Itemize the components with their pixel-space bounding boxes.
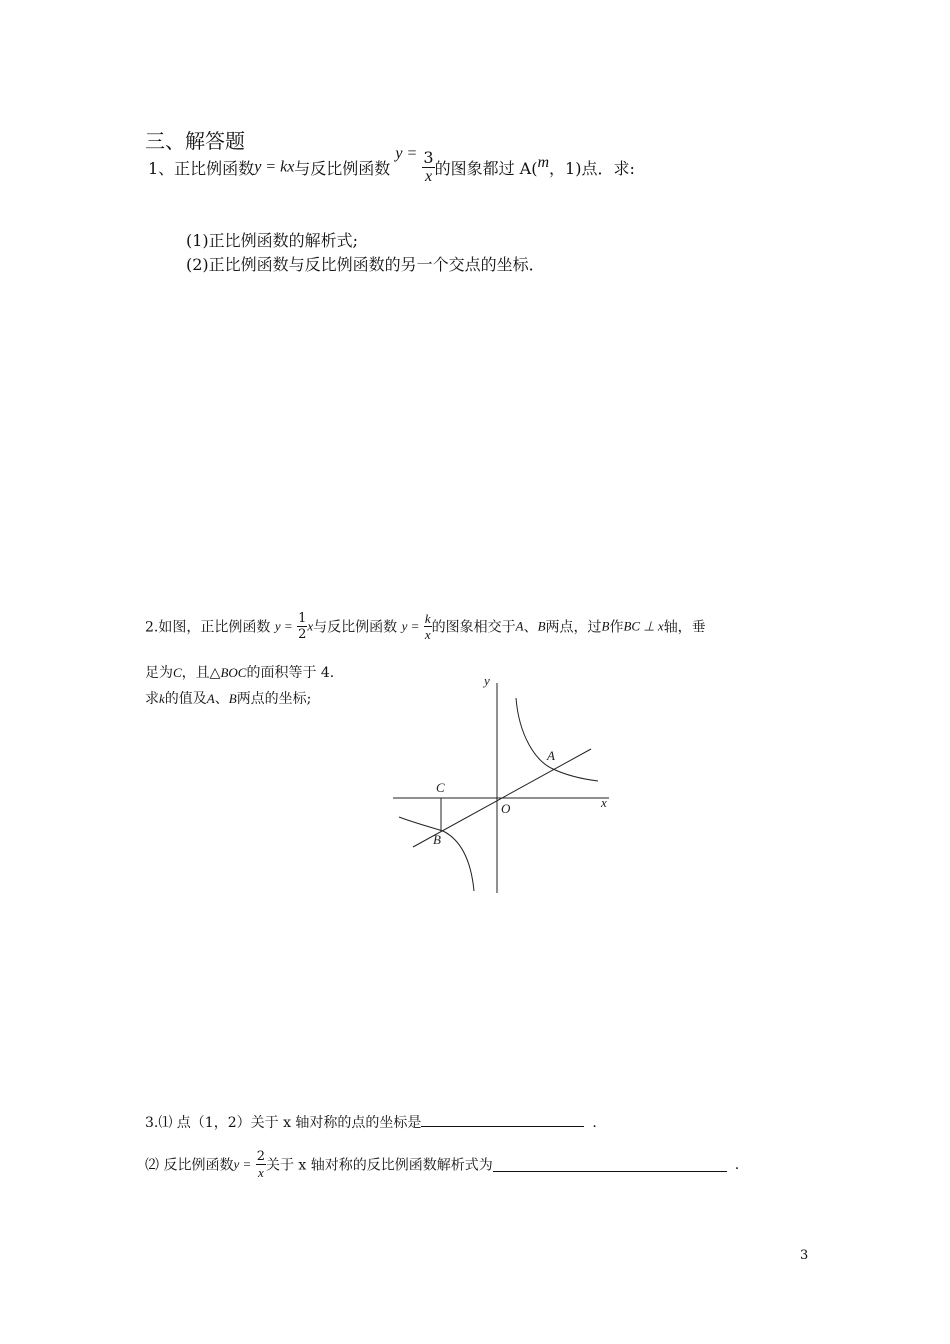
fraction-numerator: k [424, 611, 431, 626]
q2-prop-var: x [307, 618, 314, 634]
question-2-stem-line-2 [145, 662, 334, 682]
fraction-denominator: 2 [298, 627, 307, 642]
q3-sub1-end: . [592, 1115, 597, 1131]
hyperbola-branch-third-quadrant [399, 817, 474, 891]
question-1-stem [148, 144, 635, 200]
q2-line2-b: ，且△ [181, 665, 221, 681]
q3-sub2-prefix: ⑵ 反比例函数 [145, 1157, 234, 1174]
q2-line2-a: 足为 [145, 665, 173, 681]
q2-triangle: BOC [220, 665, 247, 680]
q2-sep: 、 [523, 619, 538, 636]
fraction-numerator: 3 [423, 148, 434, 167]
q2-inv-lhs: y = [401, 618, 420, 634]
function-graph-figure [385, 665, 620, 897]
q2-mid: 与反比例函数 [313, 619, 398, 636]
fraction-denominator: x [257, 1165, 264, 1180]
fraction-denominator: x [424, 627, 431, 642]
label-b: B [433, 832, 441, 847]
question-2-stem-line-3 [145, 688, 311, 708]
q2-line3-c: 两点的坐标; [236, 691, 312, 707]
q2-prop-fraction [297, 612, 307, 641]
q3-sub1-text: 3.⑴ 点（1，2）关于 x 轴对称的点的坐标是 [145, 1115, 422, 1131]
q2-line2-c: 的面积等于 4. [246, 665, 335, 681]
q1-suffix-a: 的图象都过 A( [434, 159, 538, 178]
q2-var-k: k [159, 691, 165, 706]
question-1-part-1: (1)正比例函数的解析式; [186, 231, 359, 250]
fraction-numerator: 1 [298, 611, 307, 626]
label-origin: O [501, 801, 511, 816]
q1-prefix: 1、正比例函数 [148, 159, 255, 178]
q1-mid: 与反比例函数 [294, 159, 391, 178]
q2-line3-a: 求 [145, 691, 159, 707]
q2-point-b: B [537, 618, 546, 634]
q2-inv-fraction [424, 612, 432, 641]
q2-point-a-2: A [206, 691, 215, 706]
q3-sub2-fraction [256, 1150, 266, 1179]
q2-sep-2: 、 [214, 691, 229, 707]
q2-line3-b: 的值及 [164, 691, 207, 707]
q2-text-c: 作 [609, 619, 624, 636]
hyperbola-branch-first-quadrant [516, 698, 598, 781]
q3-sub2-end: . [734, 1156, 740, 1173]
q2-perpendicular: BC ⊥ x [623, 618, 664, 634]
q1-point-m: m [537, 153, 550, 171]
answer-blank-2[interactable] [493, 1157, 727, 1172]
q2-text-d: 轴，垂 [663, 619, 706, 636]
label-y: y [484, 673, 490, 688]
question-3-part-2 [145, 1150, 739, 1190]
label-a: A [547, 748, 555, 763]
answer-blank-1[interactable] [421, 1112, 584, 1127]
q2-point-b-2: B [601, 618, 610, 634]
fraction-denominator: x [424, 168, 433, 185]
q1-proportional-function: y = kx [254, 158, 295, 176]
q2-text-b: 两点，过 [545, 619, 602, 636]
question-2-stem-line-1 [145, 612, 706, 652]
section-title: 三、解答题 [145, 129, 245, 153]
label-x: x [601, 795, 607, 810]
q1-inverse-lhs: y = [395, 144, 418, 162]
q2-prop-lhs: y = [274, 618, 293, 634]
q1-suffix-b: ，1)点．求: [549, 159, 635, 178]
q2-text-a: 的图象相交于 [431, 619, 516, 636]
q2-point-b-3: B [228, 691, 237, 706]
q3-sub2-text: 关于 x 轴对称的反比例函数解析式为 [265, 1157, 493, 1174]
q3-sub2-lhs: y = [233, 1156, 252, 1172]
q2-point-a: A [515, 618, 524, 634]
label-c: C [436, 780, 445, 795]
question-1-part-2: (2)正比例函数与反比例函数的另一个交点的坐标． [186, 255, 545, 274]
q2-point-c: C [173, 665, 182, 680]
page-number: 3 [800, 1248, 809, 1263]
question-3-part-1 [145, 1112, 597, 1132]
q1-inverse-fraction [422, 150, 434, 185]
q2-prefix: 2.如图，正比例函数 [145, 619, 271, 636]
fraction-numerator: 2 [256, 1149, 265, 1164]
